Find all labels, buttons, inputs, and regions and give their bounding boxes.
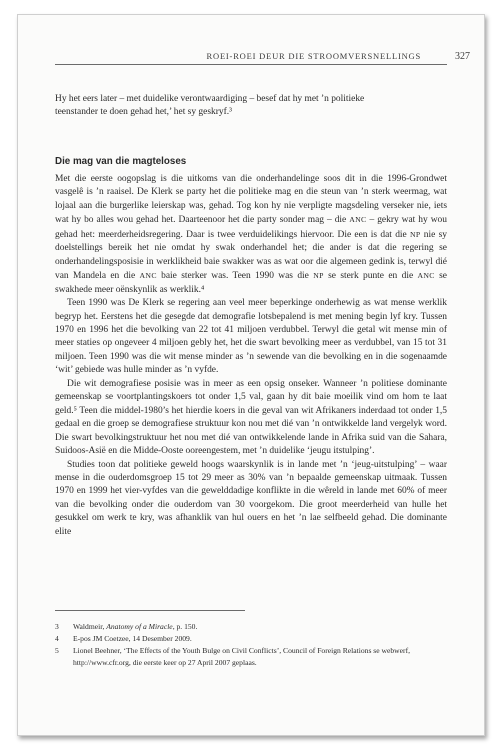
body-text xyxy=(55,173,447,539)
top-paragraph xyxy=(55,93,447,120)
footnote-4 xyxy=(55,633,447,645)
abbreviation: ANC xyxy=(417,271,435,281)
footnote-number: 5 xyxy=(55,646,59,655)
footnote-5 xyxy=(55,645,447,669)
page-header xyxy=(37,50,470,62)
paragraph-1: Met die eerste oogopslag is die uitkoms van die onderhandelinge soos dit in die 1996-Grondwet vasgelê is ’n raaisel. De Klerk se party het die politieke mag en die steun van ’n sterk weermag, wat lojaal aan die burgerlike leierskap was, gehad. Tog kon hy nie verpligte magsdeling verseker nie, iets wat hy bo alles wou gehad het. Daarteenoor het die party sonder mag – die ANC – gekry wat hy wou gehad het: meerderheidsregering. Daar is twee verduidelikings hiervoor. Die een is dat die NP nie sy doelstellings bereik het nie omdat hy swak onderhandel het; die ander is dat die regering se onderhandelingsposisie in werklikheid baie swakker was as wat oor die algemeen gedink is, terwyl dié van Mandela en die ANC baie sterker was. Teen 1990 was die NP se sterk punte en die ANC se swakhede meer oënskynlik as werklik.⁴ xyxy=(55,174,447,295)
footnotes xyxy=(55,621,447,669)
top-paragraph-line-1: Hy het eers later – met duidelike verontwaardiging – besef dat hy met ’n politieke xyxy=(55,94,365,104)
paragraph-4: Studies toon dat politieke geweld hoogs waarskynlik is in lande met ’n ‘jeug-uitstulping’ – waar mense in die ouderdomsgroep 15 tot 29 meer as 30% van ’n bepaalde gemeenskap uitmaak. Tussen 1970 en 1999 het vier-vyfdes van die gewelddadige konflikte in die wêreld in lande met 60% of meer van die bevolking onder die ouderdom van 30 voorgekom. Die groot meerderheid van hulle het gesukkel om werk te kry, was afhanklik van hul ouers en het ’n lae selfbeeld gehad. Die dominante elite xyxy=(55,459,447,537)
footnote-text: Lionel Beehner, ‘The Effects of the Youth Bulge on Civil Conflicts’, Council of Foreign Relations se webwerf, http://www.cfr.org, die eerste keer op 27 April 2007 geplaas. xyxy=(73,646,410,667)
footnote-number: 3 xyxy=(55,622,59,631)
top-paragraph-line-2: teenstander te doen gehad het,’ het sy geskryf.³ xyxy=(55,107,232,118)
footnote-text: E-pos JM Coetzee, 14 Desember 2009. xyxy=(73,634,192,643)
abbreviation: ANC xyxy=(139,271,157,281)
abbreviation: NP xyxy=(410,229,421,239)
section-heading: Die mag van die magteloses xyxy=(55,156,187,167)
footnote-text: Waldmeir, Anatomy of a Miracle, p. 150. xyxy=(73,622,198,631)
abbreviation: NP xyxy=(313,271,324,281)
running-title: ROEI-ROEI DEUR DIE STROOMVERSNELLINGS xyxy=(206,51,421,61)
header-rule xyxy=(55,64,447,65)
footnote-3 xyxy=(55,621,447,633)
paragraph-2: Teen 1990 was De Klerk se regering aan veel meer beperkinge onderhewig as wat mense werklik begryp het. Eerstens het die gesegde dat demografie lotsbepalend is met mening begin lyf kry. Tussen 1970 en 1996 het die bevolking van 22 tot 41 miljoen verdubbel. Terwyl die getal wit mense min of meer staties op ongeveer 4 miljoen gebly het, het die swart bevolking meer as verdubbel, van 15 tot 31 miljoen. Teen 1990 was die wit mense minder as ’n sewende van die bevolking en in die sogenaamde ‘wit’ gebiede was hulle minder as ’n vyfde. xyxy=(55,298,447,376)
footnote-number: 4 xyxy=(55,634,59,643)
page-number: 327 xyxy=(455,50,470,62)
abbreviation: ANC xyxy=(349,215,367,225)
footnote-rule xyxy=(55,610,245,611)
paragraph-3: Die wit demografiese posisie was in meer as een opsig onseker. Wanneer ’n politiese dominante gemeenskap se voortplantingskoers tot onder 1,5 val, gaan hy dit baie moeilik vind om hom te laat geld.⁵ Teen die middel-1980’s het hierdie koers in die geval van wit Afrikaners inderdaad tot onder 1,5 gedaal en die groep se demografiese struktuur kon nou met dié van ’n ontwikkelde land vergelyk word. Die swart bevolkingstruktuur het nou met dié van ontwikkelende lande in Afrika suid van die Sahara, Suidoos-Asië en die Midde-Ooste ooreengestem, met ’n duidelike ‘jeugu itstulping’. xyxy=(55,378,447,457)
